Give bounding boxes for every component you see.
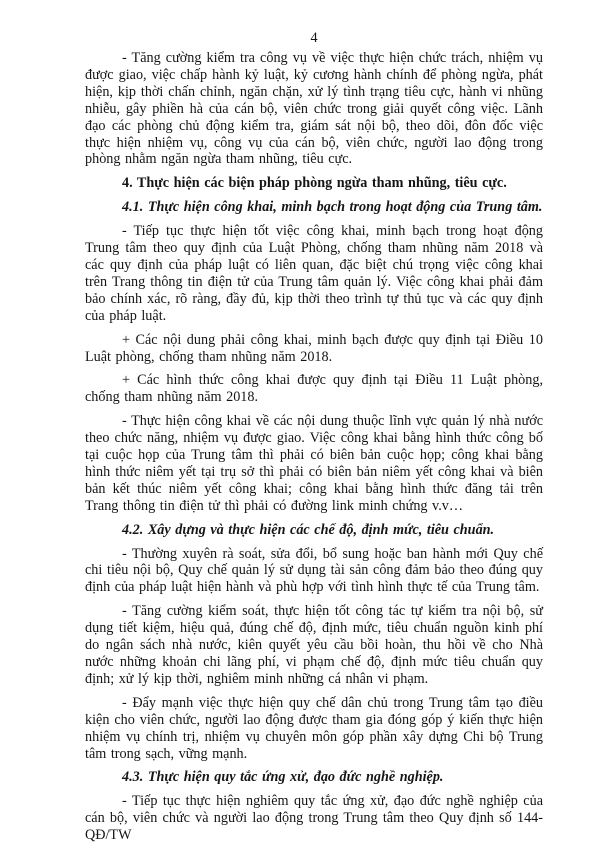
paragraph: - Tiếp tục thực hiện tốt việc công khai, minh bạch trong hoạt động Trung tâm theo quy định của Luật Phòng, chống tham nhũng năm 2018 và các quy định của pháp luật có liên quan, đặc biệt chú trọng việc công khai trên Trang thông tin điện tử của Trung tâm quản lý. Việc công khai phải đảm bảo chính xác, rõ ràng, đầy đủ, kịp thời theo trình tự thủ tục và các quy định của pháp luật. <box>85 223 543 324</box>
page-number: 4 <box>310 30 318 46</box>
paragraph: - Thực hiện công khai về các nội dung thuộc lĩnh vực quản lý nhà nước theo chức năng, nhiệm vụ được giao. Việc công khai bằng hình thức công bố tại cuộc họp của Trung tâm thì phải có biên bản cuộc họp; công khai bằng hình thức niêm yết tại trụ sở thì phải có biên bản niêm yết công khai và biên bản kết thúc niêm yết công khai; công khai bằng hình thức đăng tải trên Trang thông tin điện tử thì phải có đường link minh chứng v.v… <box>85 413 543 514</box>
subsection-heading: 4.2. Xây dựng và thực hiện các chế độ, định mức, tiêu chuẩn. <box>122 521 495 538</box>
paragraph: - Thường xuyên rà soát, sửa đổi, bổ sung hoặc ban hành mới Quy chế chi tiêu nội bộ, Quy chế quản lý sử dụng tài sản công đảm bảo theo đúng quy định của pháp luật hiện hành và phù hợp với tình hình thực tế của Trung tâm. <box>85 545 543 596</box>
paragraph: - Tiếp tục thực hiện nghiêm quy tắc ứng xử, đạo đức nghề nghiệp của cán bộ, viên chức và người lao động trong Trung tâm theo Quy định số 144-QĐ/TW <box>85 793 543 844</box>
paragraph: + Các nội dung phải công khai, minh bạch được quy định tại Điều 10 Luật phòng, chống tham nhũng năm 2018. <box>85 331 543 365</box>
section-heading: 4. Thực hiện các biện pháp phòng ngừa tham nhũng, tiêu cực. <box>122 175 507 192</box>
paragraph: - Đẩy mạnh việc thực hiện quy chế dân chủ trong Trung tâm tạo điều kiện cho viên chức, người lao động được tham gia đóng góp ý kiến thực hiện nhiệm vụ chính trị, nhiệm vụ chuyên môn góp phần xây dựng Chi bộ Trung tâm trong sạch, vững mạnh. <box>85 694 543 762</box>
paragraph: - Tăng cường kiểm tra công vụ về việc thực hiện chức trách, nhiệm vụ được giao, việc chấp hành kỷ luật, kỷ cương hành chính để phòng ngừa, phát hiện, kịp thời chấn chỉnh, ngăn chặn, xử lý tình trạng tiêu cực, hành vi nhũng nhiễu, gây phiền hà của cán bộ, viên chức trong giải quyết công việc. Lãnh đạo các phòng chủ động kiểm tra, giám sát nội bộ, theo dõi, đôn đốc việc thực hiện nhiệm vụ, công vụ của cán bộ, viên chức, người lao động trong phòng nhằm ngăn ngừa tham nhũng, tiêu cực. <box>85 50 543 168</box>
paragraph: - Tăng cường kiểm soát, thực hiện tốt công tác tự kiểm tra nội bộ, sử dụng tiết kiệm, hiệu quả, đúng chế độ, định mức, tiêu chuẩn nguồn kinh phí do ngân sách nhà nước, kiên quyết yêu cầu bồi hoàn, thu hồi về cho Nhà nước những khoản chi lãng phí, vi phạm chế độ, định mức tiêu chuẩn quy định; xử lý kịp thời, nghiêm minh những cá nhân vi phạm. <box>85 603 543 687</box>
paragraph: + Các hình thức công khai được quy định tại Điều 11 Luật phòng, chống tham nhũng năm 2018. <box>85 372 543 406</box>
subsection-heading: 4.3. Thực hiện quy tắc ứng xử, đạo đức nghề nghiệp. <box>122 769 444 786</box>
subsection-heading: 4.1. Thực hiện công khai, minh bạch trong hoạt động của Trung tâm. <box>122 199 543 216</box>
